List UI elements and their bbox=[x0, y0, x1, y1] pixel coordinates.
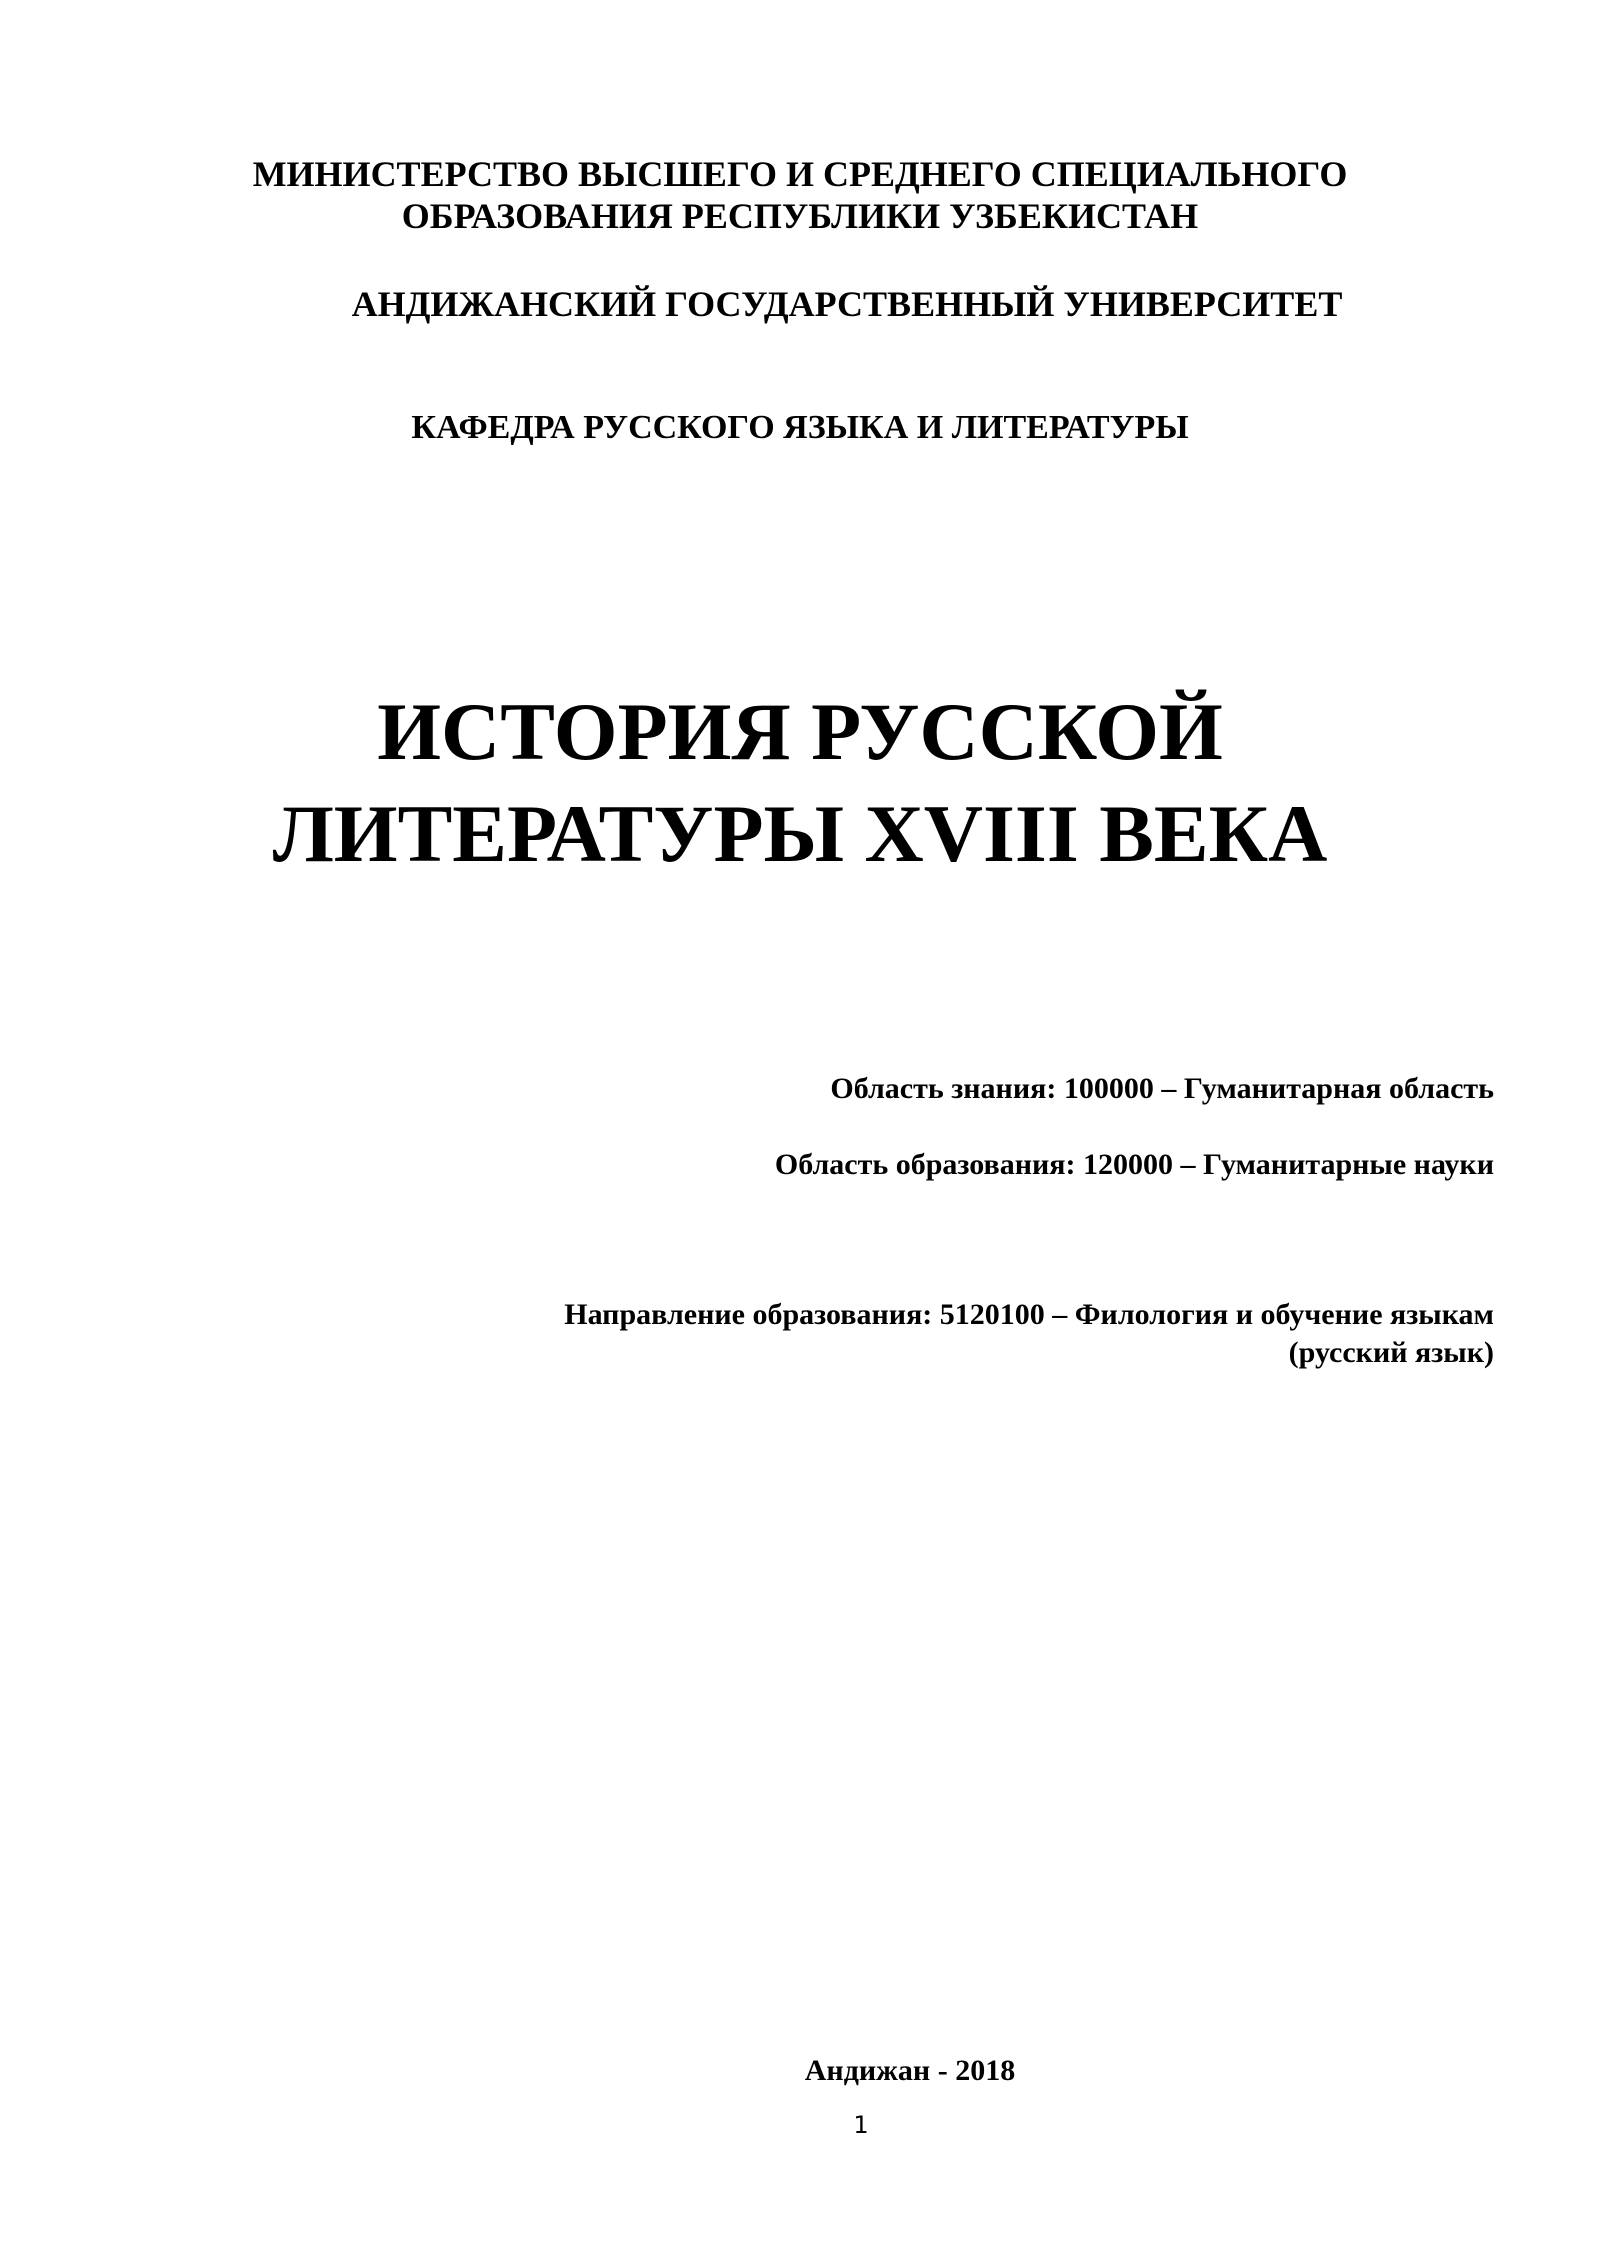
book-title-line-2: ЛИТЕРАТУРЫ XVIII ВЕКА bbox=[272, 788, 1328, 879]
department-name: КАФЕДРА РУССКОГО ЯЗЫКА И ЛИТЕРАТУРЫ bbox=[411, 409, 1189, 446]
university-name: АНДИЖАНСКИЙ ГОСУДАРСТВЕННЫЙ УНИВЕРСИТЕТ bbox=[351, 284, 1343, 324]
education-direction-line-2: (русский язык) bbox=[1288, 1336, 1494, 1369]
education-area: Область образования: 120000 – Гуманитарные науки bbox=[774, 1148, 1494, 1181]
ministry-line-2: ОБРАЗОВАНИЯ РЕСПУБЛИКИ УЗБЕКИСТАН bbox=[401, 196, 1199, 236]
city-year: Андижан - 2018 bbox=[804, 2054, 1016, 2087]
knowledge-area: Область знания: 100000 – Гуманитарная область bbox=[830, 1072, 1494, 1105]
ministry-line-1: МИНИСТЕРСТВО ВЫСШЕГО И СРЕДНЕГО СПЕЦИАЛЬНОГО bbox=[252, 154, 1348, 194]
book-title-line-1: ИСТОРИЯ РУССКОЙ bbox=[377, 686, 1223, 777]
page-number: 1 bbox=[853, 2111, 869, 2139]
education-direction-line-1: Направление образования: 5120100 – Филология и обучение языкам bbox=[564, 1298, 1494, 1331]
